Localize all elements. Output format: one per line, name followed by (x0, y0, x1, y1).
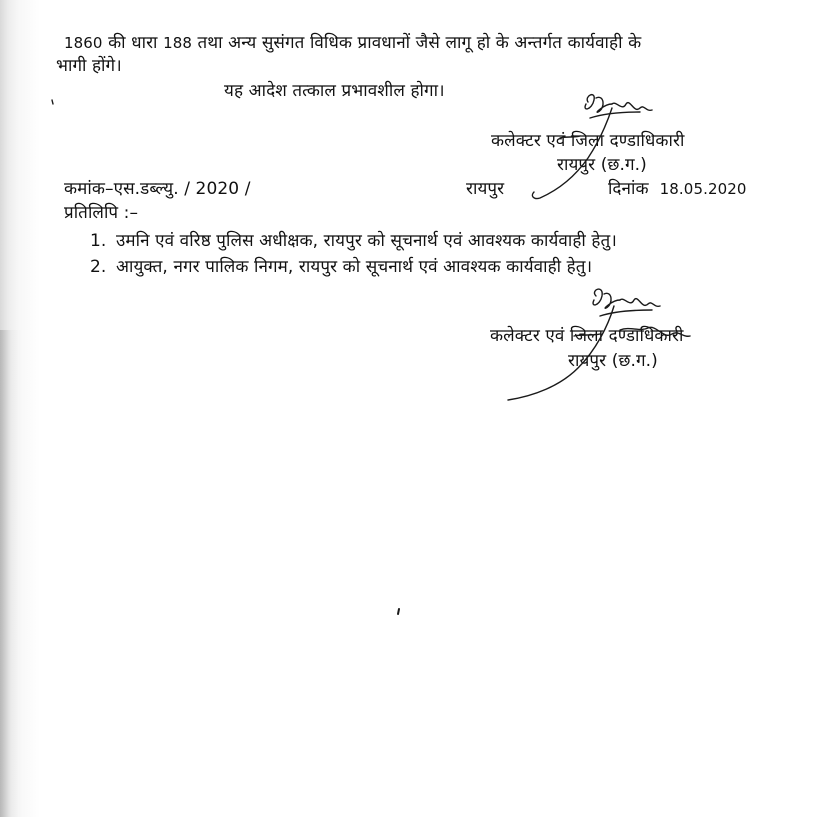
signatory-title-2: कलेक्टर एवं जिला दण्डाधिकारी (490, 326, 684, 346)
list-item-number: 2. (90, 257, 107, 277)
para-text-b: तथा अन्य सुसंगत विधिक प्रावधानों जैसे लागू हो के अन्तर्गत कार्यवाही के (192, 33, 642, 53)
signatory-place-2: रायपुर (छ.ग.) (568, 351, 658, 371)
reference-place: रायपुर (466, 179, 505, 199)
signatory-place-1: रायपुर (छ.ग.) (557, 155, 647, 175)
reference-number: कमांक–एस.डब्ल्यु. / 2020 / (64, 179, 251, 199)
list-item (90, 256, 592, 278)
order-effective-statement: यह आदेश तत्काल प्रभावशील होगा। (224, 81, 445, 101)
list-item-text: आयुक्त, नगर पालिक निगम, रायपुर को सूचनार्थ एवं आवश्यक कार्यवाही हेतु। (116, 257, 593, 277)
paragraph-line-1 (64, 32, 641, 54)
paragraph-line-2: भागी होंगे। (56, 56, 122, 76)
date-value: 18.05.2020 (659, 180, 747, 198)
list-item (90, 230, 617, 252)
scan-edge-shadow (0, 330, 22, 817)
signatory-title-1: कलेक्टर एवं जिला दण्डाधिकारी (491, 131, 685, 151)
list-item-text: उमनि एवं वरिष्ठ पुलिस अधीक्षक, रायपुर को सूचनार्थ एवं आवश्यक कार्यवाही हेतु। (116, 231, 617, 251)
list-item-number: 1. (90, 231, 107, 251)
copy-to-heading: प्रतिलिपि :– (64, 203, 139, 223)
act-year: 1860 (64, 34, 103, 52)
reference-date (608, 178, 747, 200)
date-label: दिनांक (608, 179, 649, 199)
section-number: 188 (163, 34, 192, 52)
para-text-a: की धारा (102, 33, 164, 53)
